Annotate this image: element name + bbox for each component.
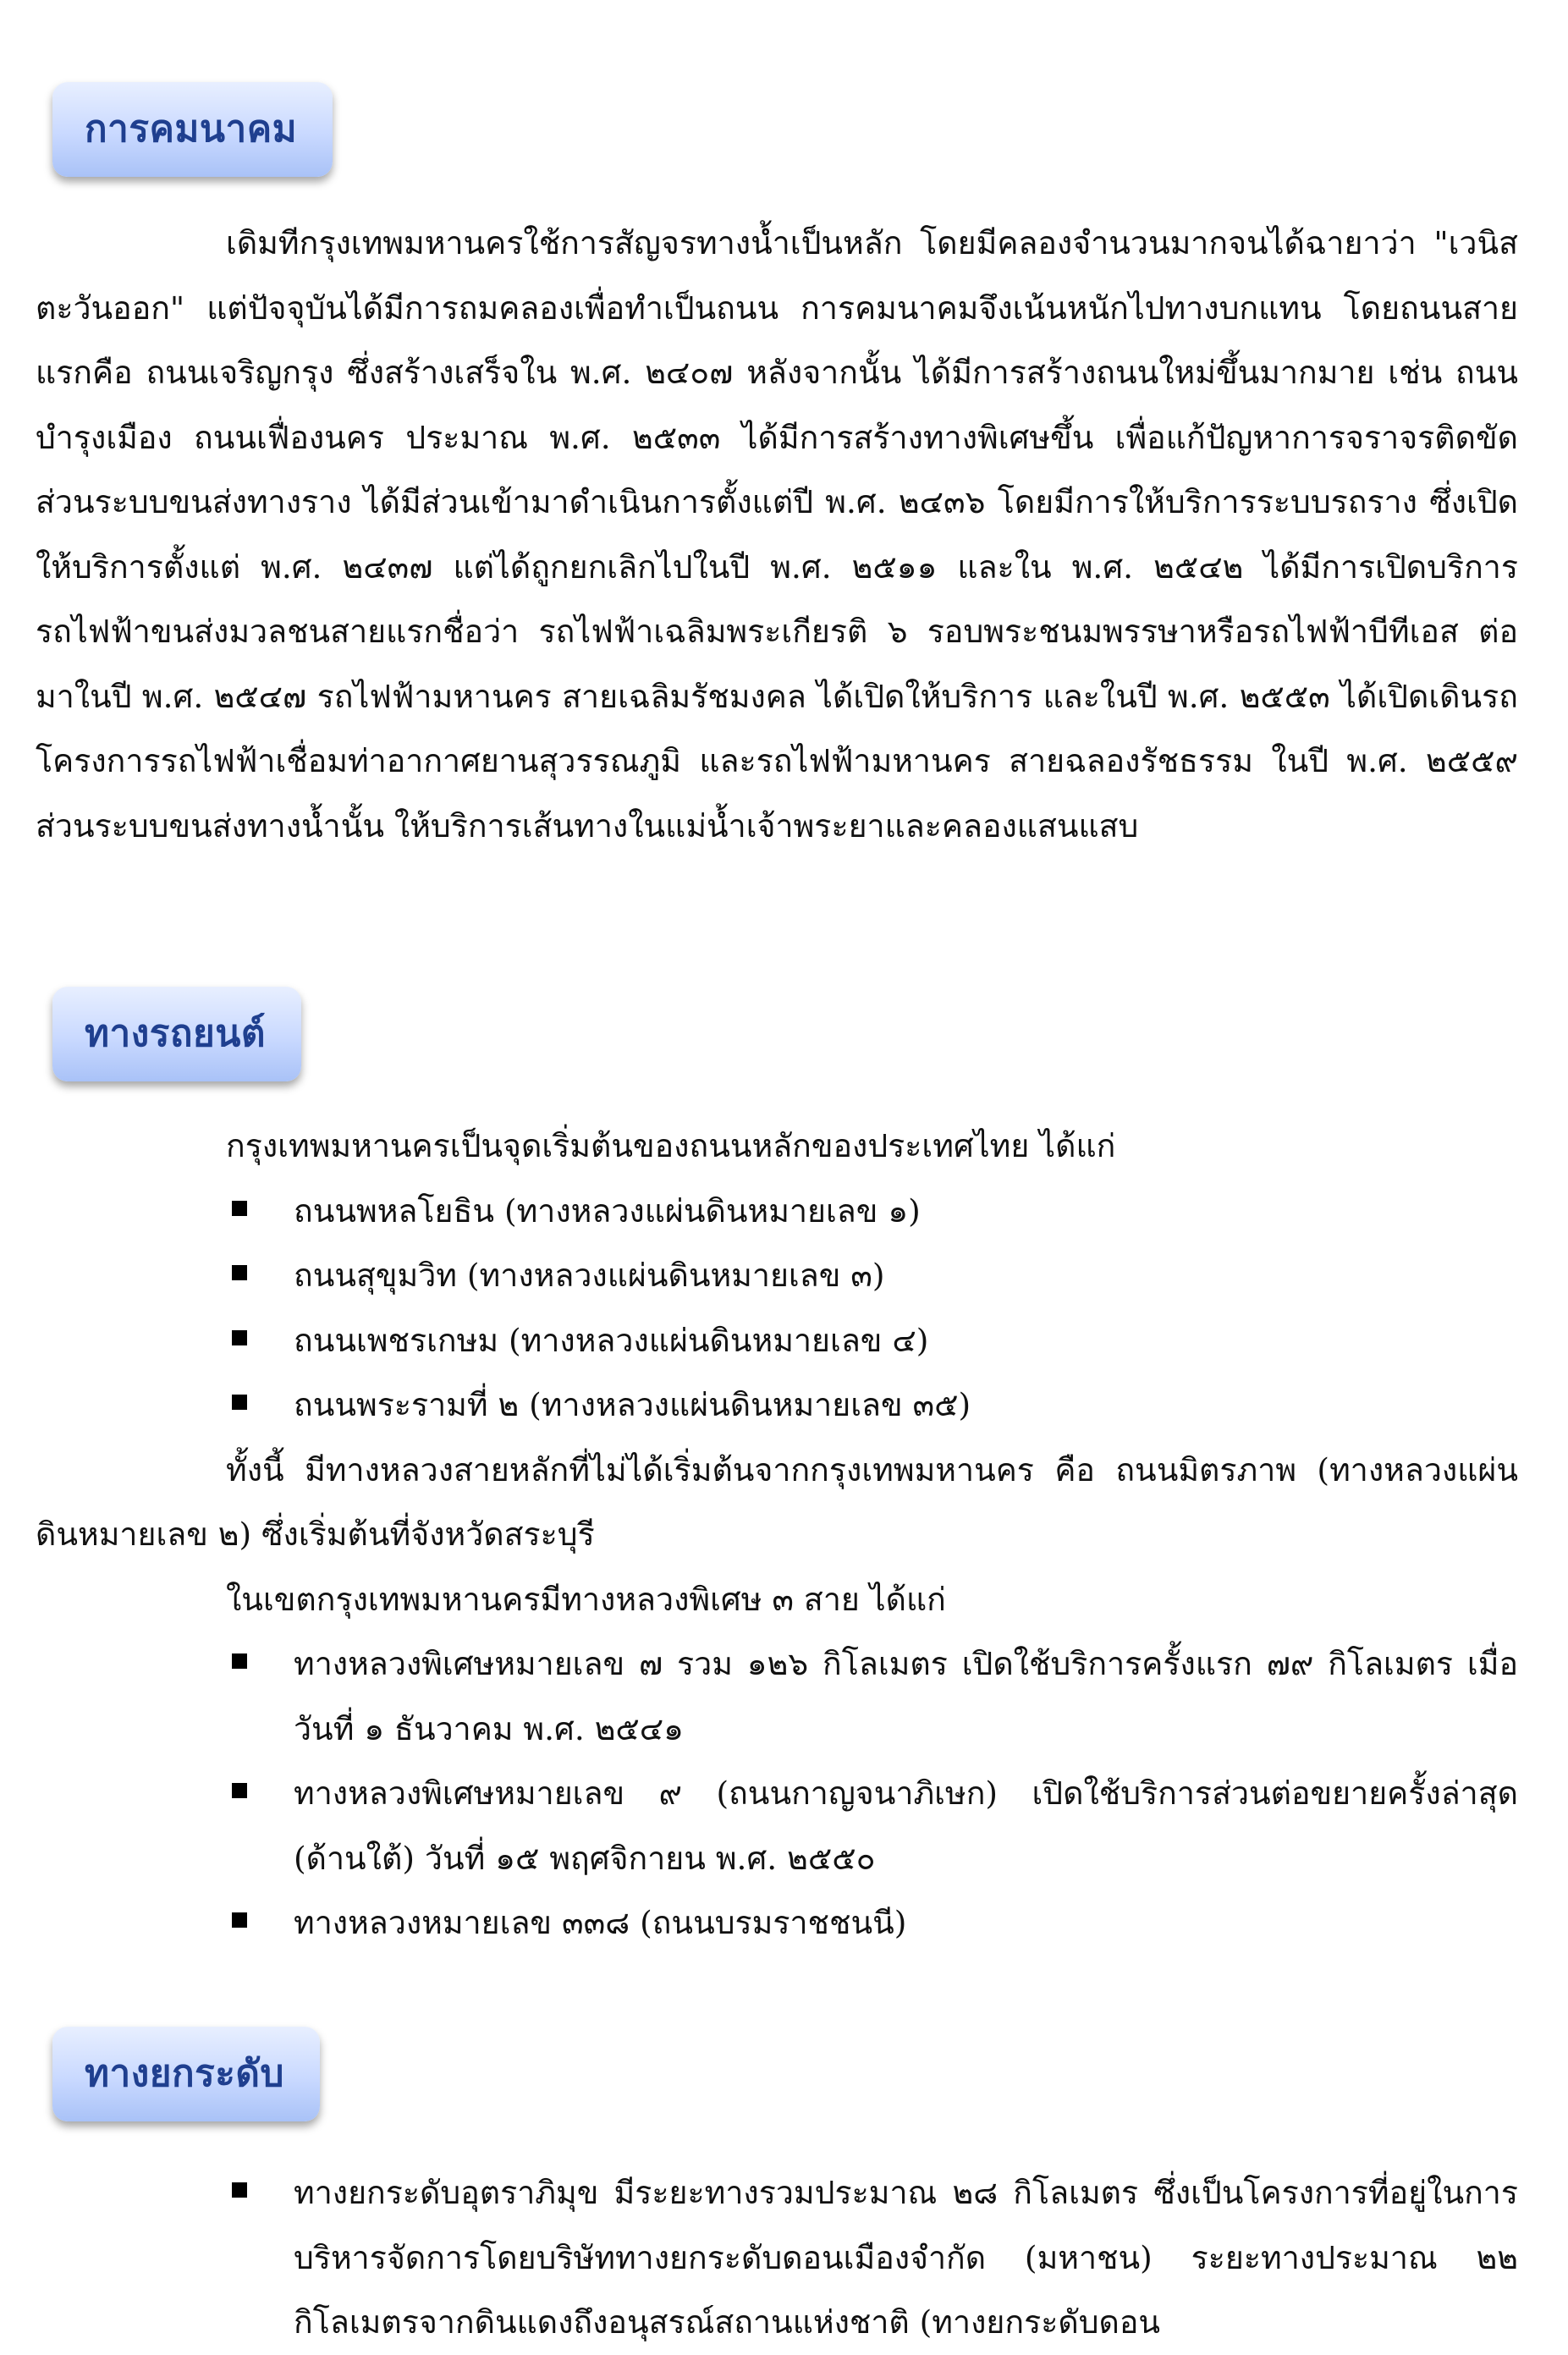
expressways-intro: ในเขตกรุงเทพมหานครมีทางหลวงพิเศษ ๓ สาย ได้แก่ — [226, 1580, 946, 1618]
list-item: ทางยกระดับอุตราภิมุข มีระยะทางรวมประมาณ ๒๘ กิโลเมตร ซึ่งเป็นโครงการที่อยู่ในการบริหารจัดการโดยบริษัททางยกระดับดอนเมืองจำกัด (มหาชน) ระยะทางประมาณ ๒๒ กิโลเมตรจากดินแดงถึงอนุสรณ์สถานแห่งชาติ (ทางยกระดับดอน — [36, 2160, 1518, 2355]
roads-note: ทั้งนี้ มีทางหลวงสายหลักที่ไม่ได้เริ่มต้นจากกรุงเทพมหานคร คือ ถนนมิตรภาพ (ทางหลวงแผ่นดินหมายเลข ๒) ซึ่งเริ่มต้นที่จังหวัดสระบุรี — [36, 1450, 1518, 1553]
square-bullet-icon — [232, 1330, 247, 1345]
section-roads — [36, 987, 1518, 1956]
square-bullet-icon — [232, 1783, 247, 1798]
section-body — [36, 2160, 1518, 2355]
section-heading: การคมนาคม — [52, 82, 333, 177]
section-heading: ทางยกระดับ — [52, 2027, 320, 2121]
section-elevated-roads — [36, 2027, 1518, 2355]
square-bullet-icon — [232, 1912, 247, 1928]
square-bullet-icon — [232, 2182, 247, 2198]
square-bullet-icon — [232, 1201, 247, 1216]
list-item: ถนนสุขุมวิท (ทางหลวงแผ่นดินหมายเลข ๓) — [36, 1243, 1518, 1308]
transportation-paragraph: เดิมทีกรุงเทพมหานครใช้การสัญจรทางน้ำเป็นหลัก โดยมีคลองจำนวนมากจนได้ฉายาว่า "เวนิสตะวันออก" แต่ปัจจุบันได้มีการถมคลองเพื่อทำเป็นถนน การคมนาคมจึงเน้นหนักไปทางบกแทน โดยถนนสายแรกคือ ถนนเจริญกรุง ซึ่งสร้างเสร็จใน พ.ศ. ๒๔๐๗ หลังจากนั้น ได้มีการสร้างถนนใหม่ขึ้นมากมาย เช่น ถนนบำรุงเมือง ถนนเฟื่องนคร ประมาณ พ.ศ. ๒๕๓๓ ได้มีการสร้างทางพิเศษขึ้น เพื่อแก้ปัญหาการจราจรติดขัด ส่วนระบบขนส่งทางราง ได้มีส่วนเข้ามาดำเนินการตั้งแต่ปี พ.ศ. ๒๔๓๖ โดยมีการให้บริการระบบรถราง ซึ่งเปิดให้บริการตั้งแต่ พ.ศ. ๒๔๓๗ แต่ได้ถูกยกเลิกไปในปี พ.ศ. ๒๕๑๑ และใน พ.ศ. ๒๕๔๒ ได้มีการเปิดบริการรถไฟฟ้าขนส่งมวลชนสายแรกชื่อว่า รถไฟฟ้าเฉลิมพระเกียรติ ๖ รอบพระชนมพรรษาหรือรถไฟฟ้าบีทีเอส ต่อมาในปี พ.ศ. ๒๕๔๗ รถไฟฟ้ามหานคร สายเฉลิมรัชมงคล ได้เปิดให้บริการ และในปี พ.ศ. ๒๕๕๓ ได้เปิดเดินรถโครงการรถไฟฟ้าเชื่อมท่าอากาศยานสุวรรณภูมิ และรถไฟฟ้ามหานคร สายฉลองรัชธรรม ในปี พ.ศ. ๒๕๕๙ ส่วนระบบขนส่งทางน้ำนั้น ให้บริการเส้นทางในแม่น้ำเจ้าพระยาและคลองแสนแสบ — [36, 224, 1518, 845]
list-item: ทางหลวงหมายเลข ๓๓๘ (ถนนบรมราชชนนี) — [36, 1890, 1518, 1956]
section-heading: ทางรถยนต์ — [52, 987, 301, 1081]
section-body — [36, 211, 1518, 858]
square-bullet-icon — [232, 1265, 247, 1280]
list-item: ถนนเพชรเกษม (ทางหลวงแผ่นดินหมายเลข ๔) — [36, 1308, 1518, 1373]
section-transportation — [36, 82, 1518, 858]
expressways-list — [36, 1631, 1518, 1956]
list-item: ถนนพระรามที่ ๒ (ทางหลวงแผ่นดินหมายเลข ๓๕) — [36, 1373, 1518, 1438]
list-item: ทางหลวงพิเศษหมายเลข ๙ (ถนนกาญจนาภิเษก) เปิดใช้บริการส่วนต่อขยายครั้งล่าสุด (ด้านใต้) วันที่ ๑๕ พฤศจิกายน พ.ศ. ๒๕๕๐ — [36, 1761, 1518, 1890]
main-roads-list — [36, 1179, 1518, 1438]
square-bullet-icon — [232, 1653, 247, 1669]
list-item: ทางหลวงพิเศษหมายเลข ๗ รวม ๑๒๖ กิโลเมตร เปิดใช้บริการครั้งแรก ๗๙ กิโลเมตร เมื่อวันที่ ๑ ธันวาคม พ.ศ. ๒๕๔๑ — [36, 1631, 1518, 1761]
elevated-roads-list — [36, 2160, 1518, 2355]
list-item: ถนนพหลโยธิน (ทางหลวงแผ่นดินหมายเลข ๑) — [36, 1179, 1518, 1244]
square-bullet-icon — [232, 1395, 247, 1410]
section-body — [36, 1114, 1518, 1956]
roads-intro: กรุงเทพมหานครเป็นจุดเริ่มต้นของถนนหลักของประเทศไทย ได้แก่ — [226, 1127, 1116, 1164]
